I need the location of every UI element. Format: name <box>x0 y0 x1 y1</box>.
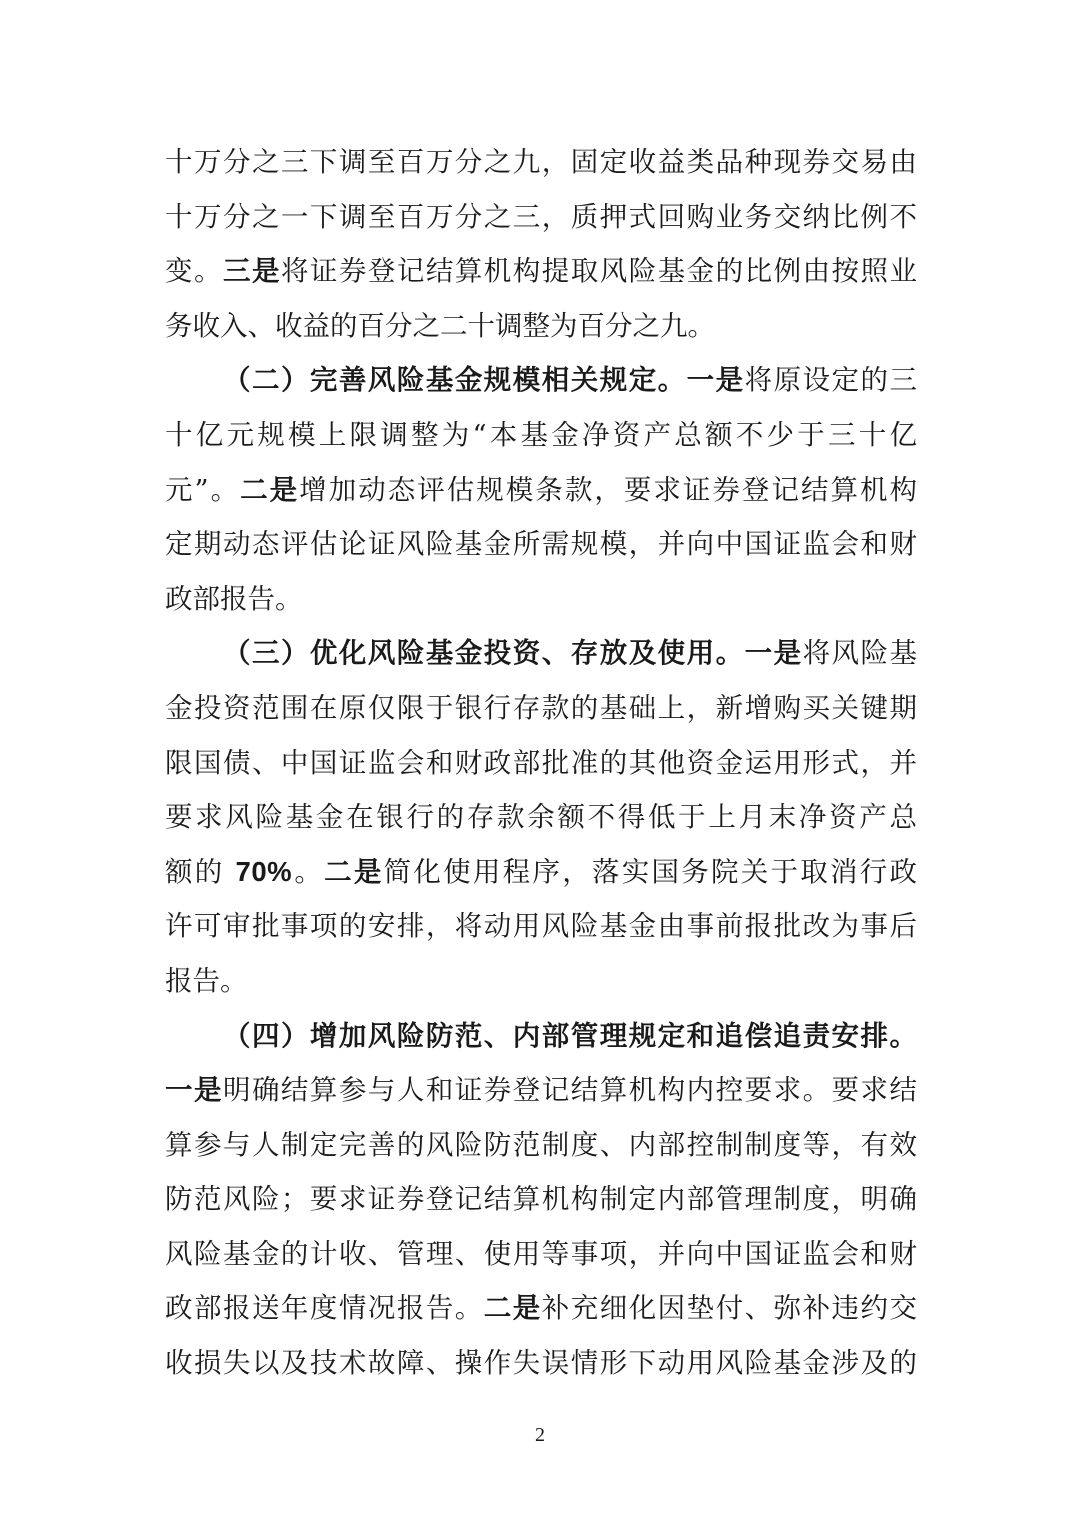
text-run: 将原设定的三 <box>744 364 918 397</box>
text-line: 算参与人制定完善的风险防范制度、内部控制制度等，有效 <box>165 1128 917 1161</box>
text-line: 要求风险基金在银行的存款余额不得低于上月末净资产总 <box>165 801 917 834</box>
text-line: 风险基金的计收、管理、使用等事项，并向中国证监会和财 <box>165 1237 917 1270</box>
section-title: （二）完善风险基金规模相关规定。 <box>223 364 687 397</box>
document-body <box>165 135 917 1391</box>
text-line: 十万分之一下调至百万分之三，质押式回购业务交纳比例不 <box>165 200 917 233</box>
section-heading-4 <box>165 1009 917 1064</box>
section-title: （三）优化风险基金投资、存放及使用。 <box>223 637 745 670</box>
text-run: 明确结算参与人和证券登记结算机构内控要求。要求结 <box>222 1074 918 1107</box>
bold-keyword: 三是 <box>222 255 281 288</box>
page-number: 2 <box>535 1424 545 1446</box>
text-line: 定期动态评估论证风险基金所需规模，并向中国证监会和财 <box>165 528 917 561</box>
text-run: 将证券登记结算机构提取风险基金的比例由按照业 <box>280 255 918 288</box>
section-title: （四）增加风险防范、内部管理规定和追偿追责安排。 <box>223 1019 917 1052</box>
text-line: 收损失以及技术故障、操作失误情形下动用风险基金涉及的 <box>165 1347 917 1380</box>
bold-keyword: 一是 <box>165 1074 223 1107</box>
text-run: 政部报送年度情况报告。 <box>165 1292 484 1325</box>
bold-keyword: 二是 <box>240 473 300 506</box>
text-line <box>165 1281 917 1336</box>
text-run: 增加动态评估规模条款，要求证券登记结算机构 <box>299 473 918 506</box>
bold-keyword: 一是 <box>744 637 803 670</box>
text-line: 限国债、中国证监会和财政部批准的其他资金运用形式，并 <box>165 746 917 779</box>
bold-keyword: 二是 <box>483 1292 542 1325</box>
text-line: 报告。 <box>165 964 248 997</box>
text-line <box>165 244 917 299</box>
text-run: 。 <box>292 855 325 888</box>
text-line <box>165 1063 917 1118</box>
text-run: 额的 <box>165 855 225 888</box>
text-line: 政部报告。 <box>165 582 303 615</box>
text-line: 防范风险；要求证券登记结算机构制定内部管理制度，明确 <box>165 1183 917 1216</box>
text-run: 变。 <box>165 255 223 288</box>
text-run: 补充细化因垫付、弥补违约交 <box>541 1292 918 1325</box>
text-run: 将风险基 <box>802 637 918 670</box>
text-line: 金投资范围在原仅限于银行存款的基础上，新增购买关键期 <box>165 691 917 724</box>
section-heading-2 <box>165 353 917 408</box>
text-run: 简化使用程序，落实国务院关于取消行政 <box>383 855 918 888</box>
text-line: 十万分之三下调至百万分之九，固定收益类品种现券交易由 <box>165 146 917 178</box>
text-run: 元”。 <box>165 473 241 506</box>
section-heading-3 <box>165 626 917 681</box>
text-line: 务收入、收益的百分之二十调整为百分之九。 <box>165 309 715 342</box>
text-line: 许可审批事项的安排，将动用风险基金由事前报批改为事后 <box>165 910 917 943</box>
text-line <box>165 463 917 518</box>
text-line: 十亿元规模上限调整为“本基金净资产总额不少于三十亿 <box>165 418 917 451</box>
percentage-value: 70% <box>235 855 293 887</box>
bold-keyword: 一是 <box>686 364 745 397</box>
bold-keyword: 二是 <box>324 855 384 888</box>
text-line <box>165 845 917 900</box>
